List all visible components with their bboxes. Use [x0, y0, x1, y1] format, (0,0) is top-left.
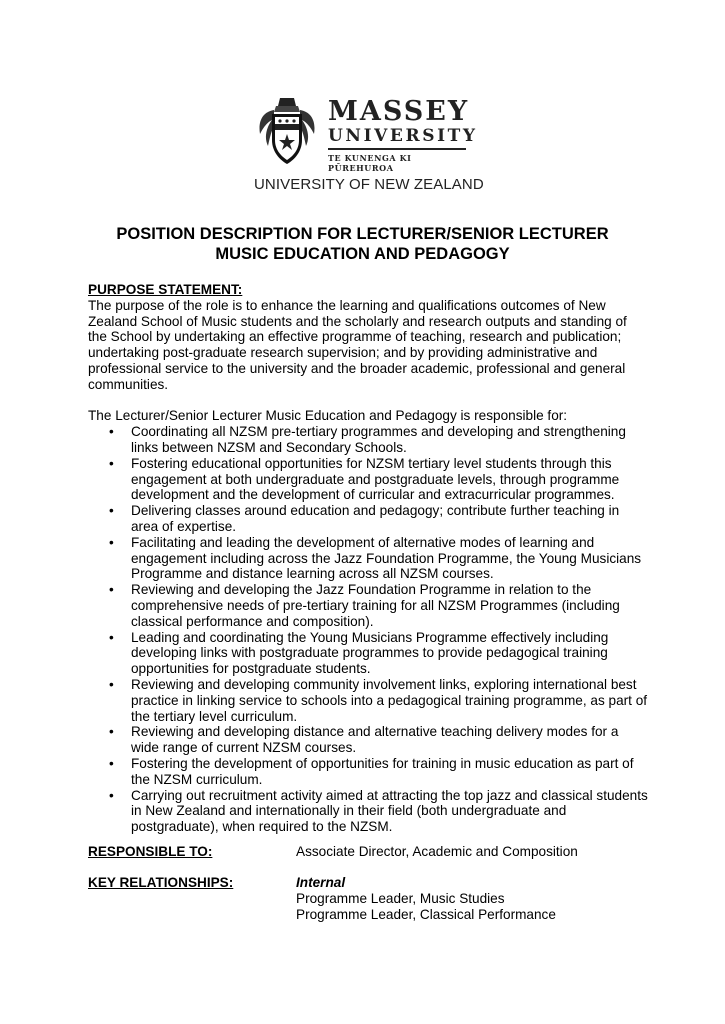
relationship-line: Programme Leader, Music Studies — [296, 890, 505, 906]
list-item: • Coordinating all NZSM pre-tertiary programmes and developing and strengthening links between NZSM and Secondary Schools. — [109, 424, 626, 455]
responsibilities-intro: The Lecturer/Senior Lecturer Music Education and Pedagogy is responsible for: — [88, 408, 568, 424]
key-relationships-value — [296, 875, 646, 922]
bullet-icon: • — [109, 724, 114, 740]
bullet-icon: • — [109, 582, 114, 598]
key-relationships-label: KEY RELATIONSHIPS: — [88, 875, 234, 890]
bullet-icon: • — [109, 534, 114, 550]
logo-name-line1: MASSEY — [328, 96, 470, 127]
purpose-text: The purpose of the role is to enhance the learning and qualifications outcomes of New Zealand School of Music students and the scholarly and research outputs and standing of the School by undertaking an effective programme of teaching, research and publication; undertaking post-graduate research supervision; and by providing administrative and professional service to the university and the broader academic, professional and general communities. — [88, 297, 627, 392]
responsible-to-value: Associate Director, Academic and Composition — [296, 844, 578, 859]
list-item: • Reviewing and developing distance and alternative teaching delivery modes for a wide range of current NZSM courses. — [109, 724, 619, 756]
bullet-icon: • — [109, 629, 114, 645]
bullet-icon: • — [109, 787, 114, 803]
page-title — [80, 224, 645, 264]
list-item: • Facilitating and leading the development of alternative modes of learning and engagement including across the Jazz Foundation Programme, the Young Musicians Programme and distance learning across all NZSM courses. — [109, 534, 642, 582]
list-item: • Delivering classes around education and pedagogy; contribute further teaching in area of expertise. — [109, 503, 620, 534]
bullet-icon: • — [109, 755, 114, 771]
key-relationships-row — [88, 875, 648, 925]
relationship-line: Programme Leader, Classical Performance — [296, 906, 556, 922]
list-item: • Carrying out recruitment activity aimed at attracting the top jazz and classical students in New Zealand and internationally in their field (both undergraduate and postgraduate), when required to the NZSM. — [109, 787, 648, 835]
bullet-icon: • — [109, 424, 114, 440]
responsible-to-label: RESPONSIBLE TO: — [88, 844, 213, 859]
responsibilities-list — [88, 424, 648, 835]
relationships-subheading: Internal — [296, 875, 346, 890]
logo-divider — [328, 148, 466, 150]
list-item: • Fostering educational opportunities for NZSM tertiary level students through this engagement at both undergraduate and postgraduate levels, through programme development and the development of curricular and extracurricular programmes. — [109, 455, 620, 503]
logo-subtitle: UNIVERSITY OF NEW ZEALAND — [254, 176, 484, 193]
list-item: • Fostering the development of opportunities for training in music education as part of the NZSM curriculum. — [109, 755, 634, 787]
list-item: • Reviewing and developing the Jazz Foundation Programme in relation to the comprehensive needs of pre-tertiary training for all NZSM Programmes (including classical performance and composition). — [109, 582, 620, 629]
bullet-icon: • — [109, 503, 114, 519]
bullet-icon: • — [109, 676, 114, 692]
title-line-2: MUSIC EDUCATION AND PEDAGOGY — [215, 245, 510, 263]
responsible-to-row — [88, 844, 648, 860]
purpose-heading: PURPOSE STATEMENT: — [88, 282, 243, 297]
title-line-1: POSITION DESCRIPTION FOR LECTURER/SENIOR LECTURER — [116, 225, 609, 243]
list-item: • Reviewing and developing community involvement links, exploring international best practice in linking service to schools into a pedagogical training programme, as part of the tertiary level curriculum. — [109, 676, 648, 724]
list-item: • Leading and coordinating the Young Musicians Programme effectively including developing links with postgraduate programmes to provide pedagogical training opportunities for postgraduate students. — [109, 629, 609, 677]
bullet-icon: • — [109, 455, 114, 471]
university-crest-icon — [256, 96, 318, 168]
logo-name-line2: UNIVERSITY — [328, 126, 478, 146]
logo-wordmark — [328, 98, 476, 173]
logo-maori-motto: TE KUNENGA KI PŪREHUROA — [328, 152, 412, 173]
document-body — [88, 282, 648, 835]
